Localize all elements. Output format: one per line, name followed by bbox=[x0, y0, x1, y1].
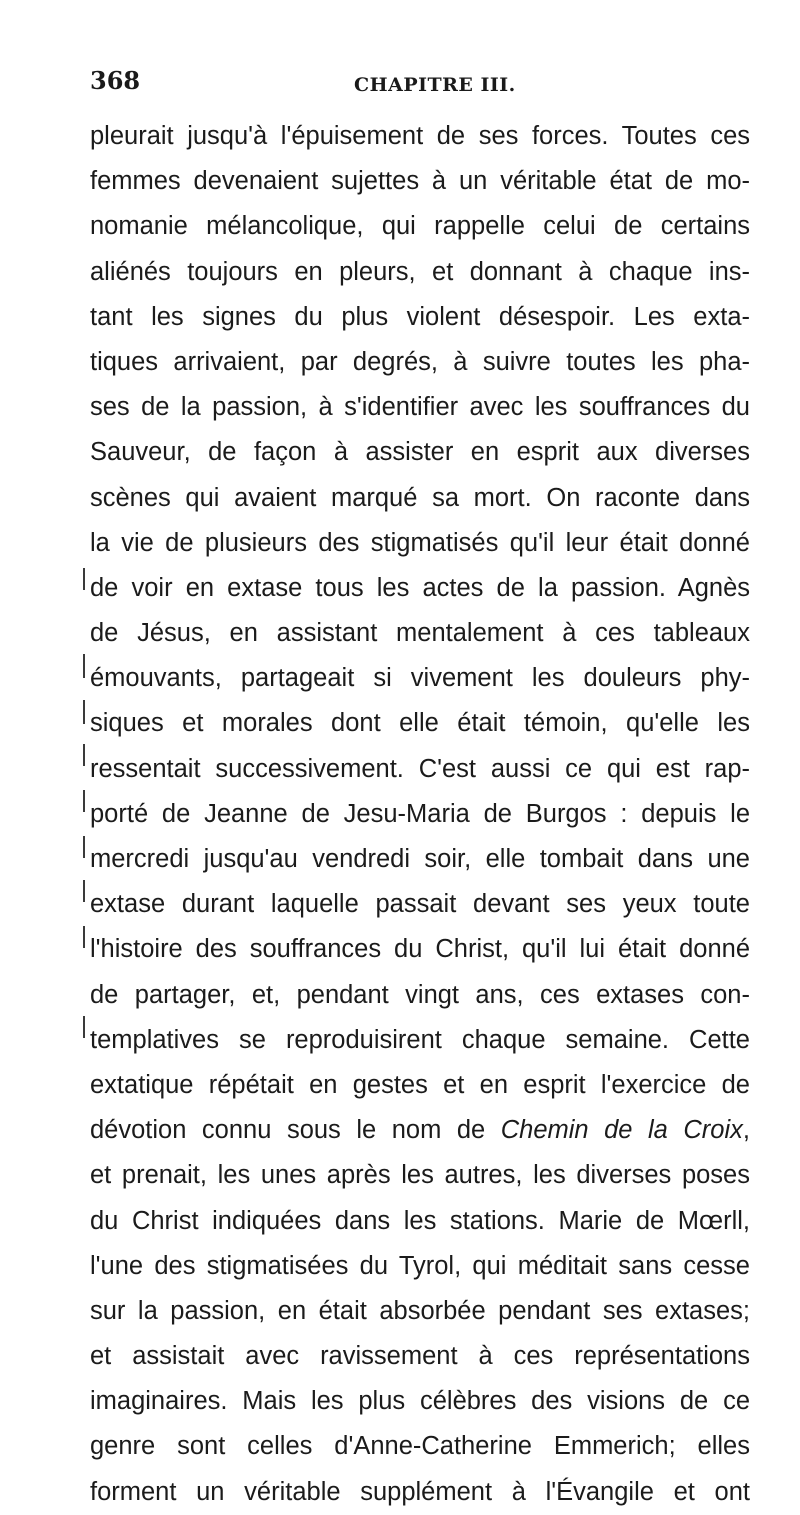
text-line: tiques arrivaient, par degrés, à suivre toutes les pha- bbox=[90, 347, 750, 376]
margin-mark bbox=[83, 926, 85, 948]
text-line: femmes devenaient sujettes à un véritable état de mo- bbox=[90, 167, 750, 196]
text-line: l'histoire des souffrances du Christ, qu'il lui était donné bbox=[90, 935, 750, 964]
margin-mark bbox=[83, 880, 85, 902]
body-text bbox=[90, 114, 750, 1515]
text-segment: dévotion connu sous le nom de bbox=[90, 1116, 486, 1145]
text-line: la vie de plusieurs des stigmatisés qu'il leur était donné bbox=[90, 528, 750, 557]
text-line: et assistait avec ravissement à ces représentations bbox=[90, 1342, 750, 1371]
text-line: tant les signes du plus violent désespoir. Les exta- bbox=[90, 302, 750, 331]
text-line: nomanie mélancolique, qui rappelle celui de certains bbox=[90, 212, 750, 241]
text-line: genre sont celles d'Anne-Catherine Emmerich; elles bbox=[90, 1432, 750, 1461]
text-line: l'une des stigmatisées du Tyrol, qui méditait sans cesse bbox=[90, 1251, 750, 1280]
margin-mark bbox=[83, 836, 85, 858]
text-line: extase durant laquelle passait devant ses yeux toute bbox=[90, 890, 750, 919]
page-header bbox=[90, 66, 740, 106]
margin-mark bbox=[83, 654, 85, 678]
text-line: ressentait successivement. C'est aussi ce qui est rap- bbox=[90, 754, 750, 783]
margin-mark bbox=[83, 744, 85, 766]
text-line: de partager, et, pendant vingt ans, ces extases con- bbox=[90, 980, 750, 1009]
text-line: de voir en extase tous les actes de la passion. Agnès bbox=[90, 573, 750, 602]
text-line: émouvants, partageait si vivement les douleurs phy- bbox=[90, 664, 750, 693]
text-line: du Christ indiquées dans les stations. Marie de Mœrll, bbox=[90, 1206, 750, 1235]
text-line: templatives se reproduisirent chaque semaine. Cette bbox=[90, 1025, 750, 1054]
text-line: imaginaires. Mais les plus célèbres des visions de ce bbox=[90, 1387, 750, 1416]
text-line: forment un véritable supplément à l'Évangile et ont bbox=[90, 1477, 750, 1506]
page-number: 368 bbox=[90, 66, 141, 95]
margin-mark bbox=[83, 568, 85, 590]
italic-title: Chemin de la Croix bbox=[500, 1116, 743, 1145]
margin-mark bbox=[83, 1016, 85, 1038]
text-line: scènes qui avaient marqué sa mort. On raconte dans bbox=[90, 483, 750, 512]
text-line: de Jésus, en assistant mentalement à ces tableaux bbox=[90, 619, 750, 648]
text-line-with-italic bbox=[90, 1108, 750, 1153]
margin-mark bbox=[83, 700, 85, 724]
margin-mark bbox=[83, 790, 85, 812]
running-head: CHAPITRE III. bbox=[354, 74, 516, 96]
text-line: porté de Jeanne de Jesu-Maria de Burgos : depuis le bbox=[90, 799, 750, 828]
text-line: ses de la passion, à s'identifier avec les souffrances du bbox=[90, 393, 750, 422]
text-line: pleurait jusqu'à l'épuisement de ses forces. Toutes ces bbox=[90, 122, 750, 150]
text-line: et prenait, les unes après les autres, les diverses poses bbox=[90, 1161, 750, 1190]
text-line: aliénés toujours en pleurs, et donnant à chaque ins- bbox=[90, 257, 750, 286]
text-line: extatique répétait en gestes et en esprit l'exercice de bbox=[90, 1070, 750, 1099]
text-line: sur la passion, en était absorbée pendant ses extases; bbox=[90, 1296, 750, 1325]
text-line: mercredi jusqu'au vendredi soir, elle tombait dans une bbox=[90, 845, 750, 873]
text-line: siques et morales dont elle était témoin, qu'elle les bbox=[90, 709, 750, 738]
text-line: Sauveur, de façon à assister en esprit aux diverses bbox=[90, 438, 750, 467]
text-segment: , bbox=[742, 1116, 750, 1145]
